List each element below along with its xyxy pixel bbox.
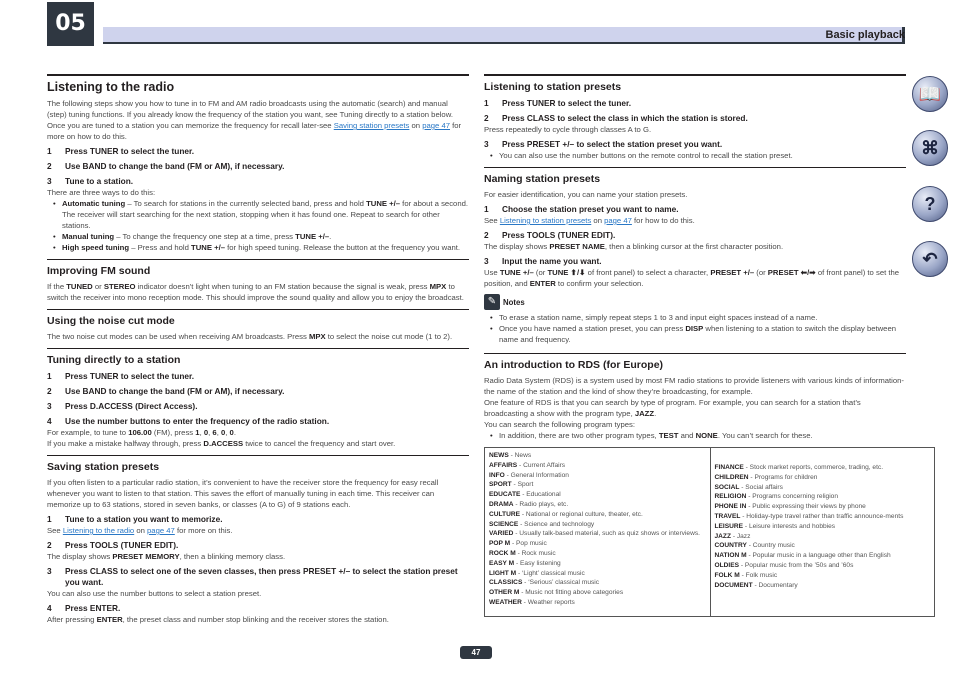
page-link-3[interactable]: page 47 — [604, 216, 632, 225]
sp-step-4: 4 Press ENTER. — [47, 603, 121, 613]
lp-step-3: 3 Press PRESET +/– to select the station preset you want. — [484, 139, 723, 149]
program-type-row — [715, 512, 931, 522]
note-1: • To erase a station name, simply repeat steps 1 to 3 and input eight spaces instead of a name. — [484, 312, 906, 323]
program-type-row — [489, 529, 706, 539]
note-2: • Once you have named a station preset, you can press DISP when listening to a station to switch the display between name and frequency. — [484, 323, 906, 345]
program-type-desc: - Popular music in a language other than English — [746, 552, 891, 560]
program-type-code: COUNTRY — [714, 542, 747, 550]
program-type-desc: - Documentary — [752, 581, 798, 589]
program-type-code: FOLK M — [714, 571, 740, 579]
program-type-row — [489, 578, 706, 588]
program-type-code: SPORT — [489, 481, 512, 489]
sp-step-4-detail: After pressing ENTER, the preset class and number stop blinking and the receiver stores the station. — [47, 615, 389, 624]
rds-title: An introduction to RDS (for Europe) — [484, 353, 906, 372]
program-type-code: RELIGION — [714, 493, 747, 501]
program-type-row — [489, 490, 706, 500]
saving-presets-link[interactable]: Saving station presets — [333, 121, 410, 130]
np-step-1-detail: See Listening to station presets on page 47 for how to do this. — [484, 216, 695, 225]
program-type-desc: - Current Affairs — [517, 461, 566, 469]
saving-presets-paragraph: If you often listen to a particular radio station, it’s convenient to have the receiver store the frequency for easy recall whenever you want to listen to that station. This saves the effort of manually tuning in each time. This receiver can memorize up to 63 stations, stored in seven banks, or classes (A to G) of 9 stations each. — [47, 478, 439, 509]
program-type-code: SCIENCE — [489, 520, 519, 528]
sp-step-2-detail: The display shows PRESET MEMORY, then a blinking memory class. — [47, 552, 286, 561]
program-type-row — [489, 510, 706, 520]
listening-presets-title: Listening to station presets — [484, 74, 906, 94]
program-type-row — [489, 471, 706, 481]
program-type-desc: - Educational — [520, 491, 561, 499]
rds-paragraph-1: Radio Data System (RDS) is a system used by most FM radio stations to provide listeners with various kinds of information-the name of the station and the kind of show they’re broadcasting, for example. — [484, 376, 904, 396]
tuning-direct-title: Tuning directly to a station — [47, 348, 469, 367]
listening-presets-link[interactable]: Listening to station presets — [499, 216, 592, 225]
step-2: 2 Use BAND to change the band (FM or AM), if necessary. — [47, 161, 285, 171]
program-type-code: EASY M — [489, 559, 515, 567]
chapter-number: 05 — [47, 2, 94, 46]
lp-step-2: 2 Press CLASS to select the class in which the station is stored. — [484, 113, 748, 123]
td-step-4-detail: For example, to tune to 106.00 (FM), press 1, 0, 6, 0, 0. If you make a mistake halfway through, press D.ACCESS twice to cancel the frequency and start over. — [47, 428, 396, 448]
program-type-desc: - Rock music — [515, 549, 556, 557]
program-type-desc: - ‘Light’ classical music — [516, 569, 585, 577]
left-column — [47, 74, 469, 625]
program-type-code: LIGHT M — [489, 569, 517, 577]
step-1: 1 Press TUNER to select the tuner. — [47, 146, 195, 156]
step-3: 3 Tune to a station. — [47, 176, 134, 186]
td-step-1: 1 Press TUNER to select the tuner. — [47, 371, 195, 381]
noise-cut-paragraph: The two noise cut modes can be used when receiving AM broadcasts. Press MPX to select the noise cut mode (1 to 2). — [47, 332, 453, 341]
program-type-row — [715, 541, 931, 551]
program-type-code: DRAMA — [489, 500, 514, 508]
program-type-row — [715, 483, 931, 493]
step-3-sub: There are three ways to do this: — [47, 188, 156, 197]
np-step-3: 3 Input the name you want. — [484, 256, 602, 266]
program-type-row — [489, 598, 706, 608]
program-type-desc: - Pop music — [510, 540, 547, 548]
lp-step-2-detail: Press repeatedly to cycle through classes A to G. — [484, 125, 652, 134]
fm-paragraph: If the TUNED or STEREO indicator doesn't light when tuning to an FM station because the signal is weak, press MPX to switch the receiver into mono reception mode. This should improve the sound quality and allow you to enjoy the broadcast. — [47, 282, 464, 302]
program-type-row — [489, 588, 706, 598]
program-types-table — [484, 447, 935, 617]
program-type-desc: - Popular music from the ’50s and ’60s — [739, 561, 854, 569]
program-type-row — [489, 480, 706, 490]
back-icon[interactable]: ↶ — [912, 241, 948, 277]
program-type-desc: - Usually talk-based material, such as quiz shows or interviews. — [513, 530, 700, 538]
program-type-code: CHILDREN — [714, 473, 749, 481]
bullet-highspeed: • High speed tuning – Press and hold TUNE +/– for high speed tuning. Release the button at the frequency you want. — [47, 242, 469, 253]
naming-paragraph: For easier identification, you can name your station presets. — [484, 190, 688, 199]
td-step-3: 3 Press D.ACCESS (Direct Access). — [47, 401, 198, 411]
program-type-code: JAZZ — [714, 532, 731, 540]
program-type-desc: - Science and technology — [518, 520, 595, 528]
program-type-row — [715, 551, 931, 561]
program-type-code: OLDIES — [714, 561, 740, 569]
program-type-desc: - General Information — [504, 471, 569, 479]
program-type-code: CLASSICS — [489, 579, 523, 587]
program-type-row — [715, 492, 931, 502]
page-link[interactable]: page 47 — [422, 121, 450, 130]
page-link-2[interactable]: page 47 — [147, 526, 175, 535]
listening-radio-link[interactable]: Listening to the radio — [62, 526, 135, 535]
intro-paragraph: The following steps show you how to tune in to FM and AM radio broadcasts using the automatic (search) and manual (step) tuning functions. If you already know the frequency of the station you want, see Tuning directly to a station below. Once you are tuned to a station you can memorize the frequency for recall later-see Saving station presets on page 47 for more on how to do this. — [47, 99, 462, 141]
program-type-desc: - Holiday-type travel rather than traffic announce-ments — [740, 512, 904, 520]
program-type-desc: - Easy listening — [514, 559, 561, 567]
lp-step-1: 1 Press TUNER to select the tuner. — [484, 98, 632, 108]
np-step-1: 1 Choose the station preset you want to name. — [484, 204, 679, 214]
sp-step-2: 2 Press TOOLS (TUNER EDIT). — [47, 540, 179, 550]
program-type-desc: - Weather reports — [521, 598, 575, 606]
program-type-desc: - Country music — [746, 542, 795, 550]
program-type-code: VARIED — [489, 530, 514, 538]
program-type-code: AFFAIRS — [489, 461, 518, 469]
program-type-desc: - Stock market reports, commerce, trading, etc. — [743, 464, 884, 471]
program-type-row — [715, 532, 931, 542]
help-icon[interactable]: ? — [912, 186, 948, 222]
rds-paragraph-2: One feature of RDS is that you can search by type of program. For example, you can search for a station that’s broadcasting a show with the program type, JAZZ. — [484, 398, 861, 418]
lp-step-3-bullet: • You can also use the number buttons on the remote control to recall the station preset. — [484, 150, 906, 161]
program-type-row — [489, 461, 706, 471]
bullet-manual: • Manual tuning – To change the frequency one step at a time, press TUNE +/–. — [47, 231, 469, 242]
np-step-2-detail: The display shows PRESET NAME, then a blinking cursor at the first character position. — [484, 242, 784, 251]
notes-label: Notes — [503, 297, 525, 307]
program-type-desc: - Music not fitting above categories — [519, 589, 624, 597]
program-type-desc: - Sport — [511, 481, 534, 489]
program-type-desc: - Programs concerning religion — [746, 493, 838, 501]
program-type-code: PHONE IN — [714, 503, 747, 511]
program-type-code: FINANCE — [714, 464, 744, 471]
fm-sound-title: Improving FM sound — [47, 259, 469, 278]
program-type-row — [489, 569, 706, 579]
book-icon[interactable]: 📖 — [912, 76, 948, 112]
pencil-icon: ✎ — [484, 294, 500, 310]
program-type-row — [715, 522, 931, 532]
program-type-desc: - Public expressing their views by phone — [746, 503, 866, 511]
program-type-row — [489, 451, 706, 461]
remote-icon[interactable]: ⌘ — [912, 130, 948, 166]
program-type-code: NATION M — [714, 552, 747, 560]
program-type-desc: - National or regional culture, theater, etc. — [520, 510, 643, 518]
np-step-3-detail: Use TUNE +/– (or TUNE ⬆/⬇ of front panel) to select a character, PRESET +/– (or PRESET ⬅/➡ of front panel) to set the position, and ENTER to confirm your selection. — [484, 268, 900, 288]
notes-header — [484, 294, 906, 310]
section-title: Basic playback — [825, 29, 905, 41]
header-bar — [103, 27, 905, 44]
program-type-desc: - Programs for children — [748, 473, 818, 481]
program-type-code: SOCIAL — [714, 483, 740, 491]
program-types-right-column — [710, 448, 935, 616]
program-type-code: NEWS — [489, 452, 509, 459]
rds-bullet: • In addition, there are two other program types, TEST and NONE. You can’t search for these. — [484, 430, 906, 441]
sp-step-1-detail: See Listening to the radio on page 47 for more on this. — [47, 526, 233, 535]
program-type-code: EDUCATE — [489, 491, 521, 499]
program-type-desc: - ‘Serious’ classical music — [522, 579, 600, 587]
program-types-left-column — [485, 448, 710, 616]
saving-presets-title: Saving station presets — [47, 455, 469, 474]
program-type-code: OTHER M — [489, 589, 520, 597]
program-type-code: TRAVEL — [714, 512, 741, 520]
rds-paragraph-3: You can search the following program types: — [484, 420, 635, 429]
program-type-desc: - Jazz — [730, 532, 751, 540]
program-type-row — [489, 520, 706, 530]
td-step-2: 2 Use BAND to change the band (FM or AM), if necessary. — [47, 386, 285, 396]
program-type-row — [715, 561, 931, 571]
bullet-auto: • Automatic tuning – To search for stations in the currently selected band, press and hold TUNE +/– for about a second. The receiver will start searching for the next station, stopping when it has found one. Repeat to search for other stations. — [47, 198, 469, 231]
page-number: 47 — [460, 646, 492, 659]
program-type-desc: - Leisure interests and hobbies — [743, 522, 836, 530]
program-type-row — [489, 559, 706, 569]
program-type-code: ROCK M — [489, 549, 516, 557]
right-column — [484, 74, 906, 441]
program-type-desc: - Social affairs — [739, 483, 783, 491]
noise-cut-title: Using the noise cut mode — [47, 309, 469, 328]
program-type-desc: - News — [508, 452, 532, 459]
program-type-row — [715, 473, 931, 483]
program-type-row — [715, 571, 931, 581]
sp-step-3: 3 Press CLASS to select one of the seven classes, then press PRESET +/– to select the station preset you want. — [47, 566, 458, 587]
program-type-code: INFO — [489, 471, 505, 479]
program-type-code: DOCUMENT — [714, 581, 753, 589]
program-type-code: POP M — [489, 540, 511, 548]
program-type-desc: - Folk music — [739, 571, 778, 579]
program-type-code: CULTURE — [489, 510, 521, 518]
td-step-4: 4 Use the number buttons to enter the frequency of the radio station. — [47, 416, 330, 426]
program-type-desc: - Radio plays, etc. — [513, 500, 569, 508]
program-type-row — [715, 581, 931, 591]
program-type-row — [489, 549, 706, 559]
program-type-row — [715, 463, 931, 473]
program-type-row — [489, 500, 706, 510]
naming-presets-title: Naming station presets — [484, 167, 906, 186]
sp-step-3-detail: You can also use the number buttons to select a station preset. — [47, 589, 262, 598]
np-step-2: 2 Press TOOLS (TUNER EDIT). — [484, 230, 616, 240]
program-type-code: LEISURE — [714, 522, 744, 530]
program-type-code: WEATHER — [489, 598, 522, 606]
program-type-row — [715, 502, 931, 512]
sp-step-1: 1 Tune to a station you want to memorize. — [47, 514, 223, 524]
listening-radio-title: Listening to the radio — [47, 74, 469, 95]
program-type-row — [489, 539, 706, 549]
